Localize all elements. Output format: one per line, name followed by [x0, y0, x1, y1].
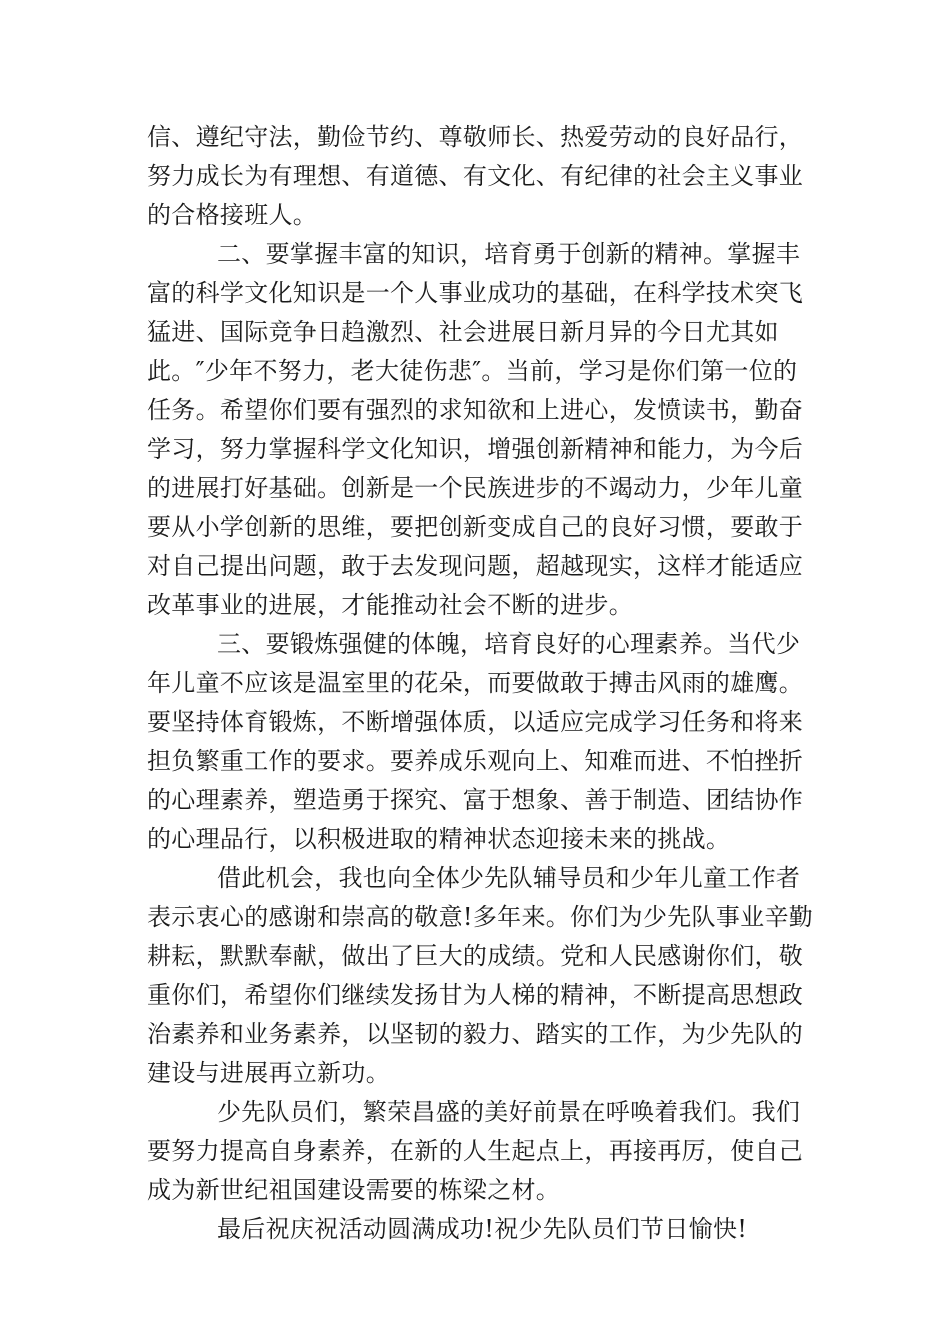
text-line: 猛进、国际竞争日趋激烈、社会进展日新月异的今日尤其如	[147, 318, 779, 346]
paragraph	[147, 625, 804, 859]
text-line: 担负繁重工作的要求。要养成乐观向上、知难而进、不怕挫折	[147, 747, 804, 775]
text-line: 对自己提出问题，敢于去发现问题，超越现实，这样才能适应	[147, 552, 804, 580]
text-line: 此。″少年不努力，老大徒伤悲″。当前，学习是你们第一位的	[147, 357, 798, 385]
text-line: 信、遵纪守法，勤俭节约、尊敬师长、热爱劳动的良好品行，	[147, 123, 804, 151]
document-body	[147, 118, 814, 1249]
text-line: 富的科学文化知识是一个人事业成功的基础，在科学技术突飞	[147, 279, 804, 307]
paragraph	[147, 1093, 804, 1210]
text-line: 借此机会，我也向全体少先队辅导员和少年儿童工作者	[217, 864, 801, 892]
text-line: 三、要锻炼强健的体魄，培育良好的心理素养。当代少	[217, 630, 801, 658]
text-line: 学习，努力掌握科学文化知识，增强创新精神和能力，为今后	[147, 435, 804, 463]
text-line: 治素养和业务素养，以坚韧的毅力、踏实的工作，为少先队的	[147, 1020, 804, 1048]
paragraph	[147, 859, 814, 1093]
text-line: 最后祝庆祝活动圆满成功!祝少先队员们节日愉快!	[217, 1215, 748, 1243]
paragraph	[147, 118, 804, 235]
paragraph	[147, 1210, 797, 1249]
text-line: 的进展打好基础。创新是一个民族进步的不竭动力，少年儿童	[147, 474, 804, 502]
text-line: 的合格接班人。	[147, 201, 318, 229]
text-line: 任务。希望你们要有强烈的求知欲和上进心，发愤读书，勤奋	[147, 396, 804, 424]
text-line: 的心理素养，塑造勇于探究、富于想象、善于制造、团结协作	[147, 786, 804, 814]
text-line: 耕耘，默默奉献，做出了巨大的成绩。党和人民感谢你们，敬	[147, 942, 804, 970]
text-line: 成为新世纪祖国建设需要的栋梁之材。	[147, 1176, 561, 1204]
text-line: 重你们，希望你们继续发扬甘为人梯的精神，不断提高思想政	[147, 981, 804, 1009]
paragraph	[147, 235, 804, 625]
text-line: 建设与进展再立新功。	[147, 1059, 390, 1087]
text-line: 要坚持体育锻炼，不断增强体质，以适应完成学习任务和将来	[147, 708, 804, 736]
text-line: 努力成长为有理想、有道德、有文化、有纪律的社会主义事业	[147, 162, 804, 190]
text-line: 改革事业的进展，才能推动社会不断的进步。	[147, 591, 633, 619]
text-line: 的心理品行，以积极进取的精神状态迎接未来的挑战。	[147, 825, 731, 853]
text-line: 年儿童不应该是温室里的花朵，而要做敢于搏击风雨的雄鹰。	[147, 669, 804, 697]
text-line: 要从小学创新的思维，要把创新变成自己的良好习惯，要敢于	[147, 513, 804, 541]
text-line: 二、要掌握丰富的知识，培育勇于创新的精神。掌握丰	[217, 240, 801, 268]
text-line: 要努力提高自身素养，在新的人生起点上，再接再厉，使自己	[147, 1137, 804, 1165]
text-line: 表示衷心的感谢和崇高的敬意!多年来。你们为少先队事业辛勤	[147, 903, 814, 931]
text-line: 少先队员们，繁荣昌盛的美好前景在呼唤着我们。我们	[217, 1098, 801, 1126]
